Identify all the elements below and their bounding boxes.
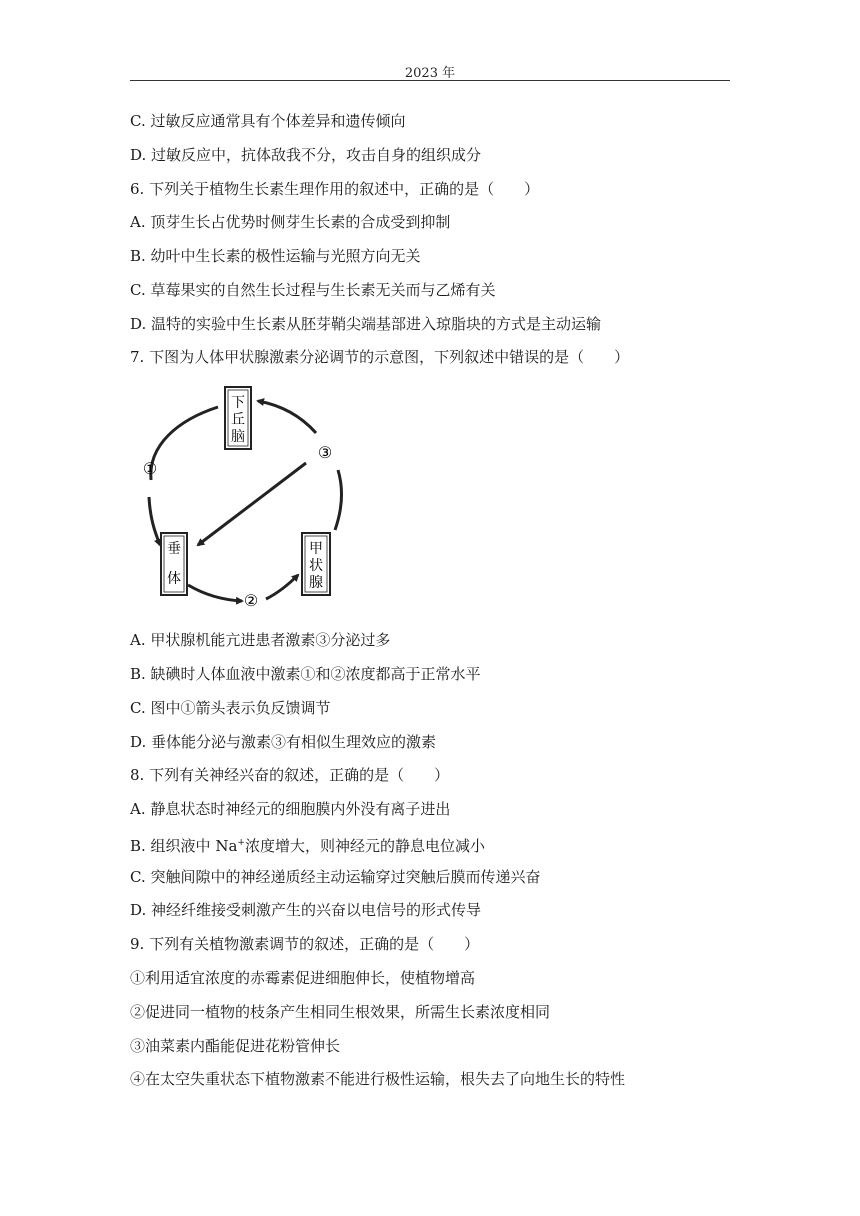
hypothalamus-char-1: 下	[231, 395, 245, 411]
q9-statement-4: ④在太空失重状态下植物激素不能进行极性运输，根失去了向地生长的特性	[130, 1070, 626, 1088]
q6-option-c: C. 草莓果实的自然生长过程与生长素无关而与乙烯有关	[130, 281, 496, 299]
header-year: 2023 年	[404, 66, 456, 81]
q8-option-b	[130, 833, 485, 856]
hypothalamus-box	[225, 387, 251, 449]
label-1: ①	[142, 459, 158, 478]
thyroid-regulation-diagram	[130, 385, 370, 615]
header-rule	[130, 80, 730, 81]
q7-stem: 7. 下图为人体甲状腺激素分泌调节的示意图，下列叙述中错误的是（ ）	[130, 348, 630, 366]
q6-stem: 6. 下列关于植物生长素生理作用的叙述中，正确的是（ ）	[130, 180, 540, 198]
arrow-hypothalamus-to-pituitary	[151, 407, 218, 480]
label-3: ③	[317, 443, 333, 462]
q6-option-a: A. 顶芽生长占优势时侧芽生长素的合成受到抑制	[130, 213, 451, 231]
thyroid-box	[302, 533, 330, 595]
q5-option-d: D. 过敏反应中，抗体敌我不分，攻击自身的组织成分	[130, 146, 482, 164]
hypothalamus-char-2: 丘	[231, 412, 245, 428]
q8-option-c: C. 突触间隙中的神经递质经主动运输穿过突触后膜而传递兴奋	[130, 868, 541, 886]
q7-option-d: D. 垂体能分泌与激素③有相似生理效应的激素	[130, 733, 437, 751]
arrow-pituitary-entry	[149, 497, 160, 545]
q9-statement-3: ③油菜素内酯能促进花粉管伸长	[130, 1037, 341, 1055]
q8-option-d: D. 神经纤维接受刺激产生的兴奋以电信号的形式传导	[130, 901, 482, 919]
arrow-3-to-pituitary	[198, 463, 306, 545]
q6-option-b: B. 幼叶中生长素的极性运输与光照方向无关	[130, 247, 421, 265]
q8-option-b-post: 浓度增大，则神经元的静息电位减小	[244, 837, 485, 855]
q7-option-a: A. 甲状腺机能亢进患者激素③分泌过多	[130, 631, 391, 649]
q8-option-b-pre: B. 组织液中 Na	[130, 837, 238, 855]
arrow-thyroid-to-3	[335, 470, 342, 530]
q8-option-b-sup: +	[237, 838, 245, 848]
q8-stem: 8. 下列有关神经兴奋的叙述，正确的是（ ）	[130, 766, 450, 784]
q8-option-a: A. 静息状态时神经元的细胞膜内外没有离子进出	[130, 800, 451, 818]
arrow-3-to-hypothalamus	[258, 401, 316, 433]
thyroid-char-2: 状	[309, 558, 323, 574]
q7-option-c: C. 图中①箭头表示负反馈调节	[130, 699, 331, 717]
pituitary-box	[161, 533, 187, 595]
q5-option-c: C. 过敏反应通常具有个体差异和遗传倾向	[130, 112, 406, 130]
pituitary-char-2: 体	[167, 571, 181, 587]
arrow-pituitary-to-thyroid-a	[188, 585, 242, 601]
label-2: ②	[243, 591, 259, 610]
q9-statement-2: ②促进同一植物的枝条产生相同生根效果，所需生长素浓度相同	[130, 1003, 551, 1021]
thyroid-char-3: 腺	[309, 575, 323, 591]
q7-option-b: B. 缺碘时人体血液中激素①和②浓度都高于正常水平	[130, 665, 481, 683]
hypothalamus-char-3: 脑	[231, 429, 245, 445]
thyroid-char-1: 甲	[309, 541, 323, 557]
arrow-pituitary-to-thyroid-b	[266, 575, 298, 599]
q6-option-d: D. 温特的实验中生长素从胚芽鞘尖端基部进入琼脂块的方式是主动运输	[130, 315, 602, 333]
pituitary-char-1: 垂	[167, 541, 181, 557]
q9-statement-1: ①利用适宜浓度的赤霉素促进细胞伸长，使植物增高	[130, 969, 476, 987]
q9-stem: 9. 下列有关植物激素调节的叙述，正确的是（ ）	[130, 935, 480, 953]
